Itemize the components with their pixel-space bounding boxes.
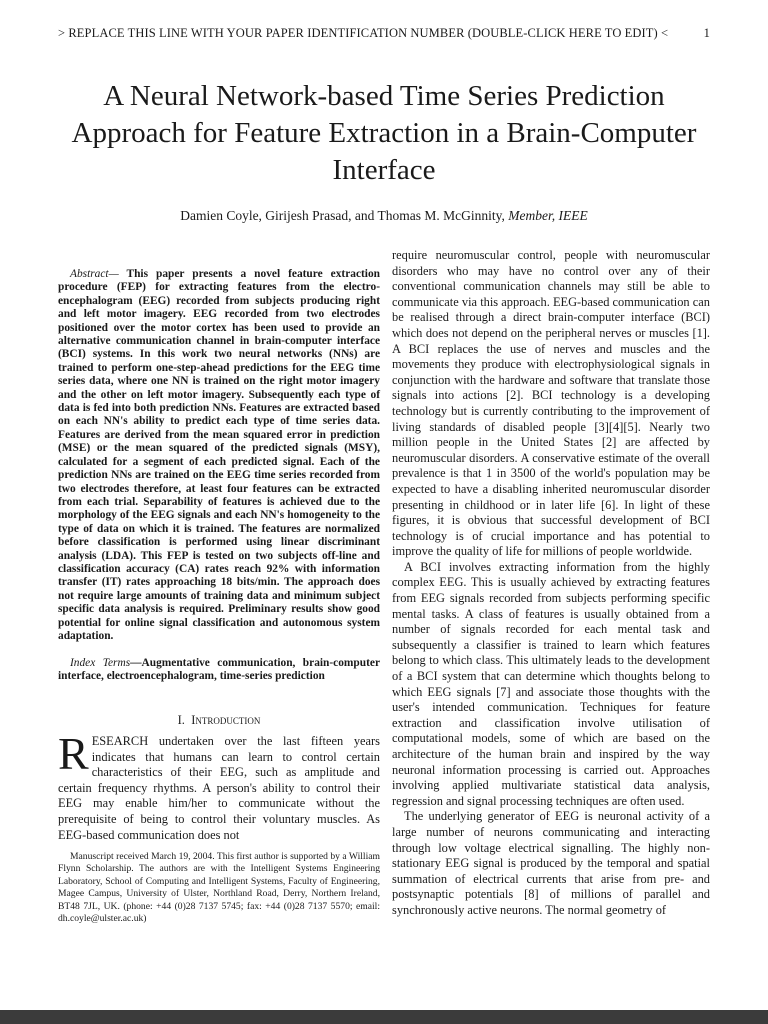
running-header-text: > REPLACE THIS LINE WITH YOUR PAPER IDENTIFICATION NUMBER (DOUBLE-CLICK HERE TO EDIT) < — [58, 26, 669, 40]
author-membership: Member, IEEE — [508, 208, 588, 223]
abstract-lead: Abstract— — [70, 268, 119, 280]
abstract — [58, 268, 380, 643]
intro-smallcaps: ESEARCH — [91, 734, 149, 748]
body-paragraph: A BCI involves extracting information from the highly complex EEG. This is usually achieved by extracting features from EEG signals recorded from subjects performing specific mental tasks. A class of features is usually obtained from a number of signals recorded for each mental task and subsequently a classifier is trained to learn which features belong to which class. This ultimately leads to the development of a BCI system that can determine which thoughts belong to which EEG signals [7] and associate those thoughts with the user's intended communication. Techniques for feature extraction and classification involve utilisation of computational models, some of which are based on the architecture of the human brain and inspired by the way neuronal information processing is carried out. Approaches involving applied multivariate statistical data analysis, regression and signal processing techniques are often used. — [392, 559, 710, 808]
manuscript-footnote: Manuscript received March 19, 2004. This first author is supported by a William Flynn Scholarship. The authors are with the Intelligent Systems Engineering Laboratory, School of Computing and Intelligent Systems, Faculty of Engineering, Magee Campus, University of Ulster, Northland Road, Derry, Northern Ireland, BT48 7JL, UK. (phone: +44 (0)28 7137 5745; fax: +44 (0)28 7137 5570; email: dh.coyle@ulster.ac.uk) — [58, 851, 380, 925]
body-paragraph: The underlying generator of EEG is neuronal activity of a large number of neurons communicating and interacting through low voltage electrical signalling. The highly non-stationary EEG signal is produced by the temporal and spatial summation of electrical currents that arise from pre- and postsynaptic potentials [8] of millions of parallel and synchronously active neurons. The normal geometry of — [392, 809, 710, 917]
author-line — [60, 208, 708, 224]
right-column — [392, 248, 710, 919]
running-header — [58, 26, 710, 41]
section-number: I. — [177, 713, 185, 727]
viewer-background — [0, 1010, 768, 1024]
body-paragraph: require neuromuscular control, people with neuromuscular disorders who may have no control over any of their conventional communication channels may still be able to communicate via this approach. EEG-based communication can be realised through a direct brain-computer interface (BCI) which does not depend on the peripheral nerves or muscles [1]. A BCI replaces the use of nerves and muscles and the movements they produce with electrophysiological signals in conjunction with the hardware and software that translate those signals into actions [2]. BCI technology is a developing technology but is currently contributing to the improvement of living standards of disabled people [3][4][5]. Nearly two million people in the United States [2] are affected by neuromuscular disorders. A conservative estimate of the overall prevalence is that 1 in 3500 of the world's population may be expected to have a disabling inherited neuromuscular disorder presenting in childhood or in later life [6]. In light of these figures, it is obvious that successful development of BCI technology is of crucial importance and has potential to improve the quality of life for millions of people worldwide. — [392, 248, 710, 559]
section-title: Introduction — [191, 713, 261, 727]
index-terms-lead: Index Terms — [70, 657, 131, 669]
drop-cap: R — [58, 728, 89, 779]
page-number: 1 — [703, 26, 710, 40]
index-terms-text: —Augmentative communication, brain-computer interface, electroencephalogram, time-series prediction — [58, 657, 380, 683]
intro-text: undertaken over the last fifteen years indicates that humans can learn to control certain characteristics of their EEG, such as amplitude and certain frequency rhythms. A person's ability to control their EEG may enable him/her to communicate without the prerequisite of being to control their voluntary muscles. As EEG-based communication does not — [58, 734, 380, 842]
abstract-text: This paper presents a novel feature extraction procedure (FEP) for extracting features from the electro-encephalogram (EEG) recorded from subjects producing right and left motor imagery. EEG recorded from two electrodes positioned over the motor cortex has been used to provide an alternative communication channel in brain-computer interface (BCI) systems. In this work two neural networks (NNs) are trained to perform one-step-ahead predictions for the EEG time series data, where one NN is trained on the right motor imagery and the other on left motor imagery. Subsequently each type of data is fed into both prediction NNs. Features are extracted based on each NN's ability to predict each type of time series data. Features are derived from the mean squared error in prediction (MSE) or the mean squared of the predicted signals (MSY), calculated for a segment of each predicted signal. Each of the prediction NNs are trained on the EEG time series recorded from two electrodes therefore, at least four features can be extracted from each trial. Separability of features is achieved due to the morphology of the EEG signals and each NN's homogeneity to the type of data on which it is trained. The features are normalized before classification is performed using linear discriminant analysis (LDA). This FEP is tested on two subjects off-line and classification accuracy (CA) rates reach 92% with information transfer (IT) rates approaching 18 bits/min. The approach does not require large amounts of training data and minimum subject specific data analysis is required. Preliminary results show good potential for online signal classification and autonomous system adaptation. — [58, 268, 380, 642]
introduction-paragraph — [58, 728, 380, 843]
section-heading-introduction — [58, 713, 380, 728]
author-names: Damien Coyle, Girijesh Prasad, and Thomas M. McGinnity, — [180, 208, 509, 223]
index-terms — [58, 657, 380, 684]
paper-title: A Neural Network-based Time Series Prediction Approach for Feature Extraction in a Brain-Computer Interface — [71, 80, 697, 186]
